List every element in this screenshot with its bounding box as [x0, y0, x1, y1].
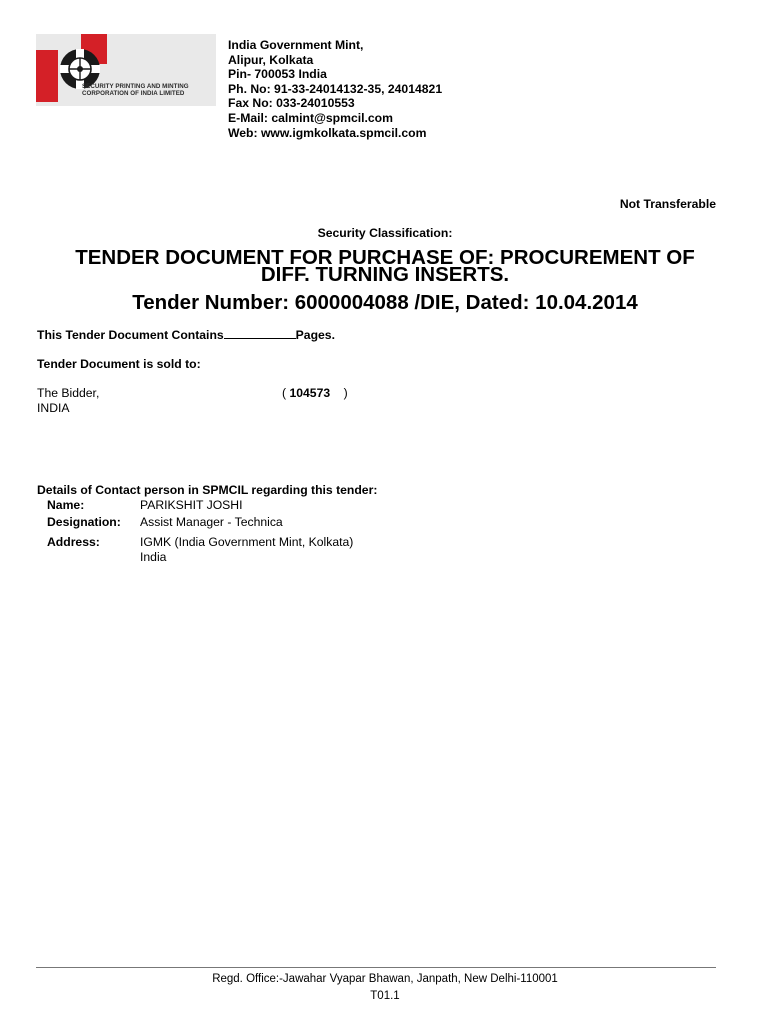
bidder-line2: INDIA — [37, 401, 70, 415]
page-count-suffix: Pages. — [295, 328, 335, 342]
contact-designation-value: Assist Manager - Technica — [140, 515, 283, 529]
contact-name-label: Name: — [47, 498, 85, 512]
contact-address-label: Address: — [47, 535, 100, 549]
address-line: Pin- 700053 India — [228, 67, 327, 82]
contact-heading: Details of Contact person in SPMCIL regarding this tender: — [37, 483, 378, 497]
fax-line: Fax No: 033-24010553 — [228, 96, 355, 111]
tender-title-line1: TENDER DOCUMENT FOR PURCHASE OF: PROCUREMENT OF — [75, 246, 695, 269]
footer-registered-office: Regd. Office:-Jawahar Vyapar Bhawan, Janpath, New Delhi-110001 — [212, 973, 558, 985]
address-line: Alipur, Kolkata — [228, 52, 314, 67]
phone-line: Ph. No: 91-33-24014132-35, 24014821 — [228, 81, 443, 96]
bidder-code — [282, 386, 348, 400]
footer-form-code: T01.1 — [370, 990, 400, 1002]
tender-number: Tender Number: 6000004088 /DIE, Dated: 10.04.2014 — [132, 291, 638, 314]
contact-designation-label: Designation: — [47, 515, 121, 529]
tender-title-line2: DIFF. TURNING INSERTS. — [260, 263, 510, 286]
logo-text-line2: CORPORATION OF INDIA LIMITED — [82, 90, 185, 98]
contact-address-line1: IGMK (India Government Mint, Kolkata) — [140, 535, 354, 549]
security-classification: Security Classification: — [317, 226, 453, 240]
page-count-blank — [224, 328, 296, 339]
bidder-code-close: ) — [330, 386, 348, 400]
email-line: E-Mail: calmint@spmcil.com — [228, 110, 393, 125]
tender-title — [40, 246, 730, 286]
company-logo — [36, 34, 216, 106]
bidder-code-value: 104573 — [289, 386, 331, 400]
sold-to-heading: Tender Document is sold to: — [37, 357, 201, 371]
footer-divider — [36, 967, 716, 968]
bidder-address — [37, 386, 99, 416]
contact-name-value: PARIKSHIT JOSHI — [140, 498, 243, 512]
page-count-prefix: This Tender Document Contains — [37, 328, 224, 342]
web-line: Web: www.igmkolkata.spmcil.com — [228, 125, 427, 140]
page-count-statement — [37, 328, 335, 342]
bidder-code-open: ( — [282, 386, 290, 400]
contact-address-line2: India — [140, 550, 167, 564]
address-line: India Government Mint, — [228, 38, 364, 52]
bidder-line1: The Bidder, — [37, 386, 100, 400]
not-transferable-notice: Not Transferable — [619, 197, 716, 211]
sender-address — [228, 38, 442, 140]
contact-address-value — [140, 535, 353, 565]
logo-text-line1: SECURITY PRINTING AND MINTING — [82, 83, 189, 90]
